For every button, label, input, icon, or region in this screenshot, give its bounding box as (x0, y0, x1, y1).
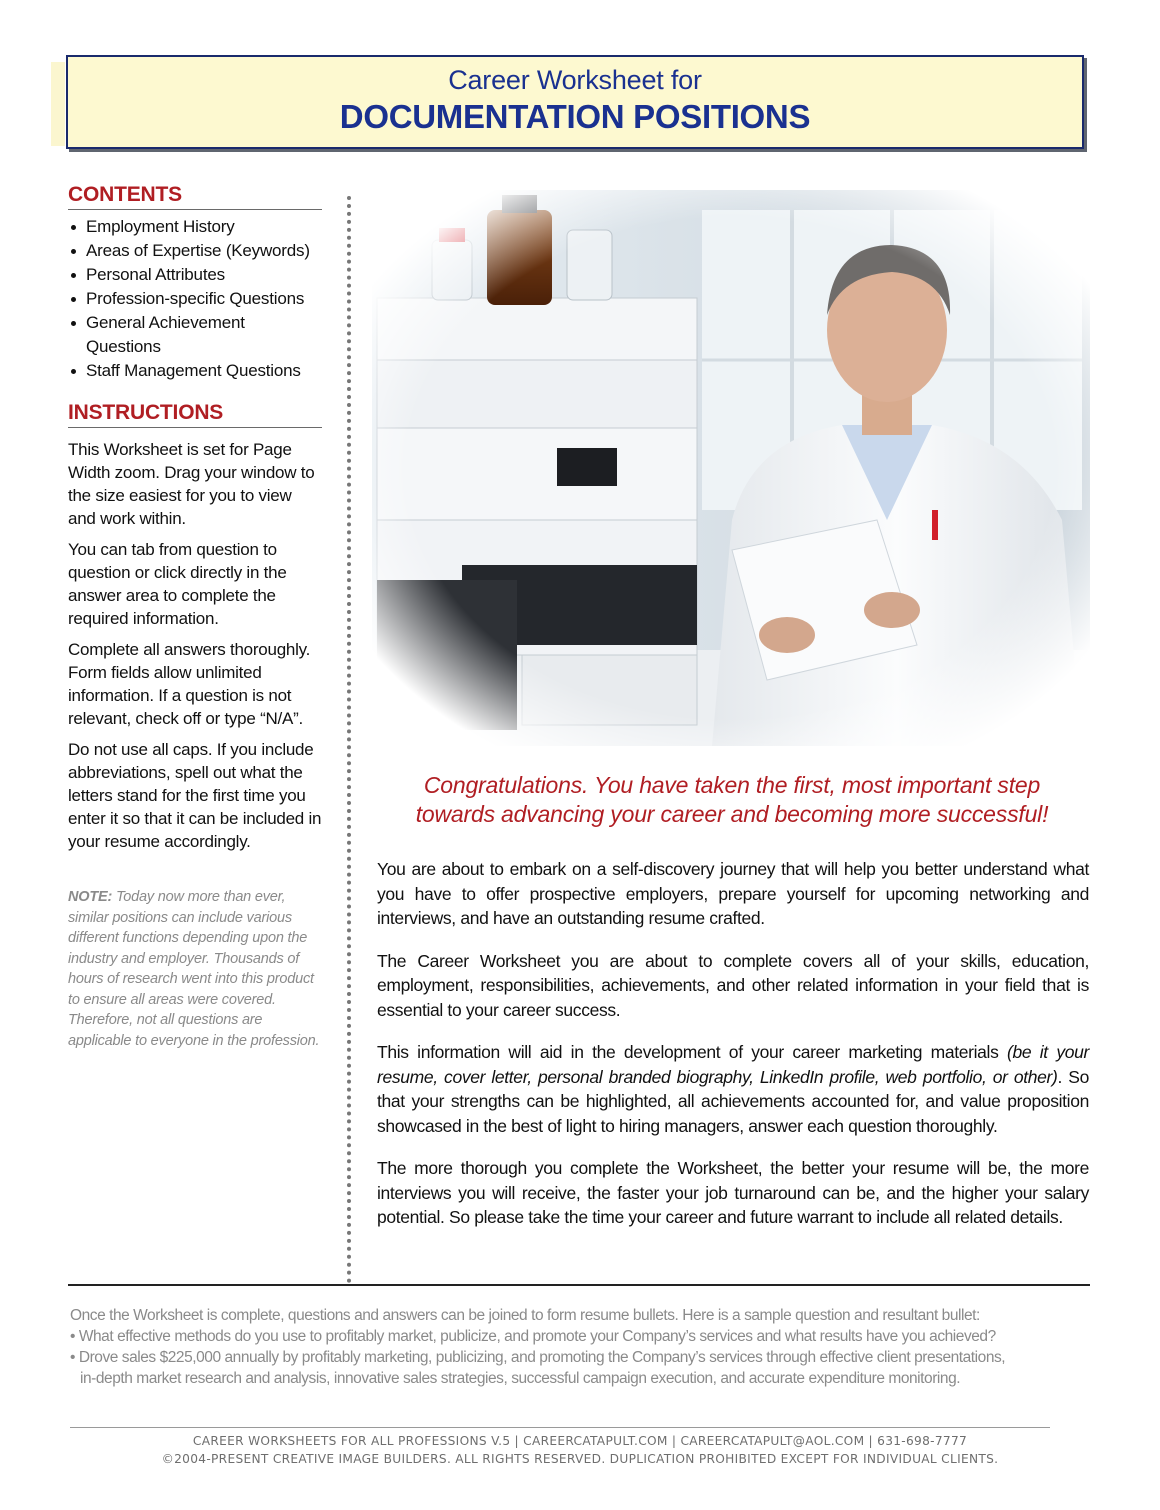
sample-bullet-line-1: • Drove sales $225,000 annually by profitably marketing, publicizing, and promoting the Company’s services through effective client presentations, (70, 1349, 1006, 1366)
intro-body (377, 857, 1089, 1248)
contents-item-achievement-questions[interactable]: General Achievement Questions (68, 311, 322, 359)
instructions-heading: INSTRUCTIONS (68, 401, 322, 428)
sample-bullet-block (70, 1305, 1100, 1389)
instructions-paragraph: Do not use all caps. If you include abbreviations, spell out what the letters stand for the first time you enter it so that it can be included in your resume accordingly. (68, 740, 322, 851)
left-column (68, 183, 322, 1051)
title-line-1: Career Worksheet for (448, 65, 702, 95)
banner-accent (51, 62, 65, 146)
sample-bullet-line-2: in-depth market research and analysis, innovative sales strategies, successful campaign execution, and accurate expenditure monitoring. (80, 1370, 961, 1387)
instructions-paragraph: This Worksheet is set for Page Width zoom. Drag your window to the size easiest for you to view and work within. (68, 440, 315, 528)
instructions-paragraph: You can tab from question to question or click directly in the answer area to complete the required information. (68, 540, 287, 628)
p3-start: This information will aid in the development of your career marketing materials (377, 1042, 1007, 1062)
note-label: NOTE: (68, 889, 113, 905)
intro-paragraph-2: The Career Worksheet you are about to complete covers all of your skills, education, employment, responsibilities, achievements, and other related information in your field that is essential to your career success. (377, 950, 1089, 1020)
instructions-paragraph: Complete all answers thoroughly. Form fields allow unlimited information. If a question is not relevant, check off or type “N/A”. (68, 640, 311, 728)
title-line-2: DOCUMENTATION POSITIONS (339, 98, 811, 135)
note-text: Today now more than ever, similar positions can include various different functions depending upon the industry and employer. Thousands of hours of research went into this product to ensure all areas were covered. Therefore, not all questions are applicable to everyone in the profession. (68, 889, 320, 1049)
lab-scientist-photo (372, 190, 1090, 746)
note-block (68, 887, 322, 1051)
contents-item-employment-history[interactable]: Employment History (68, 215, 322, 239)
p3-italic: (be it your resume, cover letter, personal branded biography, LinkedIn profile, web portfolio, or other) (377, 1042, 1089, 1087)
p3-end: . So that your strengths can be highlighted, all achievements accounted for, and value proposition showcased in the best of light to hiring managers, answer each question thoroughly. (377, 1066, 1089, 1136)
intro-paragraph-3 (377, 1040, 1089, 1138)
sample-question: • What effective methods do you use to profitably market, publicize, and promote your Company’s services and what results have you achieved? (70, 1328, 996, 1345)
congrats-line-2: towards advancing your career and becoming more successful! (415, 801, 1049, 827)
contents-item-staff-management[interactable]: Staff Management Questions (68, 359, 322, 383)
contents-list (68, 215, 322, 383)
congratulations-message (372, 771, 1092, 829)
intro-paragraph-1: You are about to embark on a self-discovery journey that will help you better understand what you have to offer prospective employers, prepare yourself for upcoming networking and interviews, and have an outstanding resume crafted. (377, 859, 1089, 928)
contents-item-personal-attributes[interactable]: Personal Attributes (68, 263, 322, 287)
footer-line-2: ©2004-PRESENT CREATIVE IMAGE BUILDERS. ALL RIGHTS RESERVED. DUPLICATION PROHIBITED EXCEPT FOR INDIVIDUAL CLIENTS. (161, 1452, 999, 1466)
sample-intro: Once the Worksheet is complete, questions and answers can be joined to form resume bullets. Here is a sample question and resultant bullet: (70, 1307, 980, 1324)
contents-item-areas-of-expertise[interactable]: Areas of Expertise (Keywords) (68, 239, 322, 263)
column-divider (347, 196, 351, 1284)
footer-line-1: CAREER WORKSHEETS FOR ALL PROFESSIONS V.5 | CAREERCATAPULT.COM | CAREERCATAPULT@AOL.COM | 631-698-7777 (192, 1434, 968, 1448)
congrats-line-1: Congratulations. You have taken the first, most important step (423, 772, 1041, 798)
footer (40, 1432, 1120, 1468)
instructions-section (68, 401, 322, 853)
contents-heading: CONTENTS (68, 183, 322, 210)
contents-item-profession-questions[interactable]: Profession-specific Questions (68, 287, 322, 311)
bottom-divider (68, 1284, 1090, 1286)
title-banner (66, 55, 1084, 149)
intro-paragraph-4: The more thorough you complete the Worksheet, the better your resume will be, the more interviews you will receive, the faster your job turnaround can be, and the higher your salary potential. So please take the time your career and future warrant to include all related details. (377, 1158, 1089, 1227)
footer-divider (70, 1427, 1050, 1428)
